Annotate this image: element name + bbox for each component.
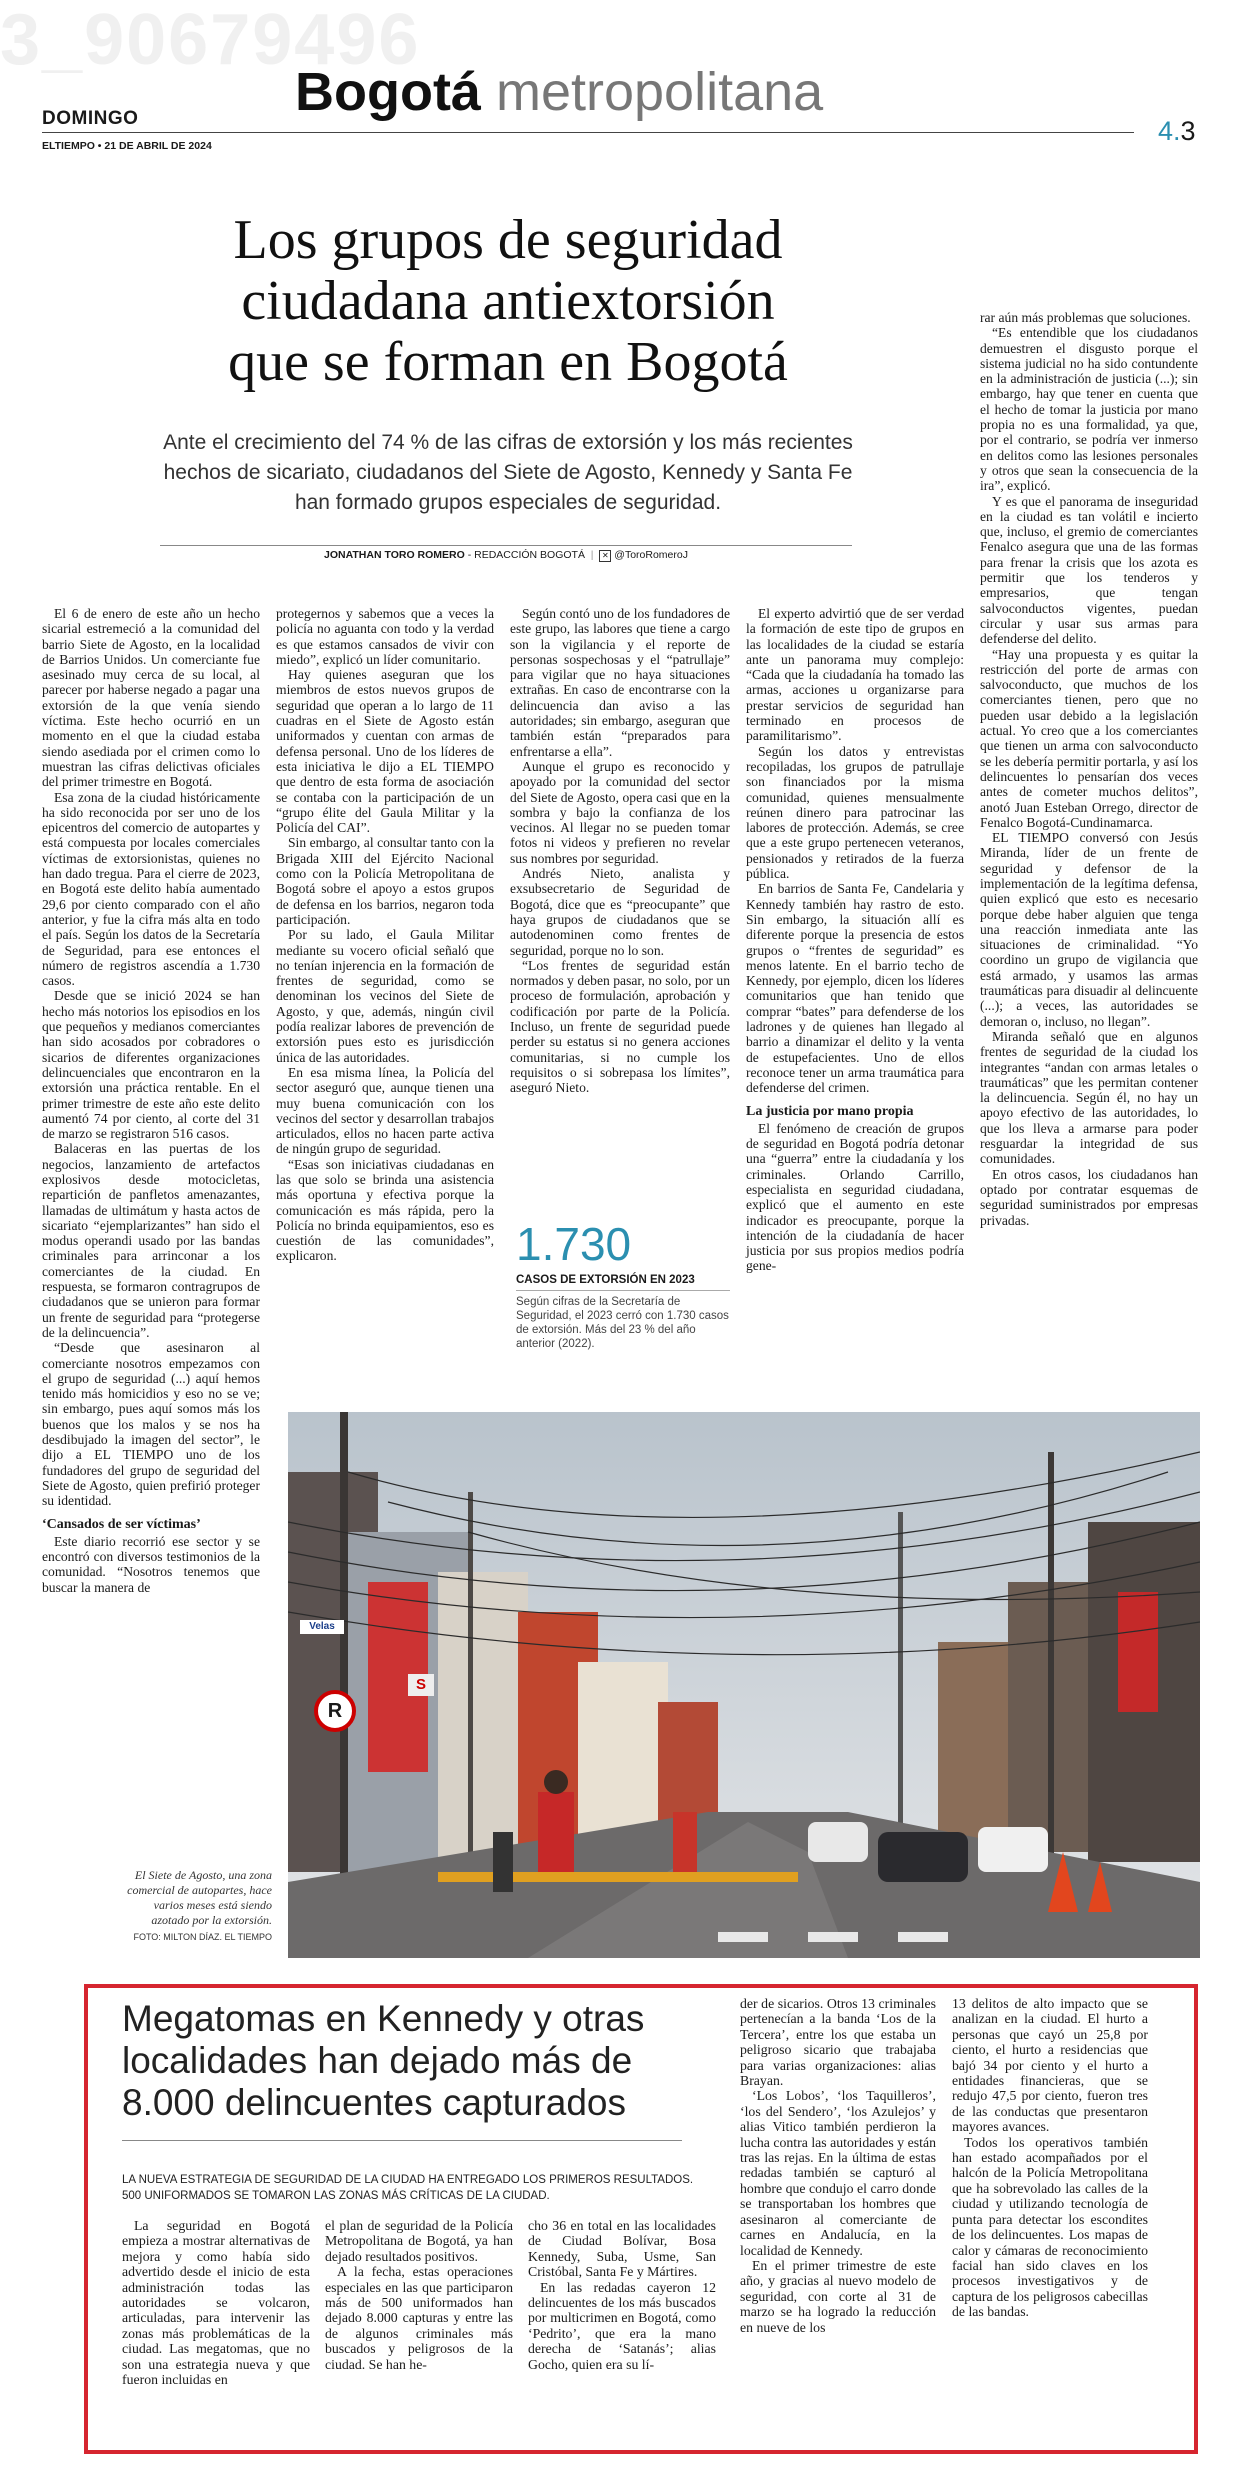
box-column-3 [528, 2218, 716, 2372]
box-column-1 [122, 2218, 310, 2387]
paragraph: rar aún más problemas que soluciones. [980, 310, 1191, 325]
no-turn-sign: R [314, 1690, 356, 1732]
subheading: ‘Cansados de ser víctimas’ [42, 1516, 201, 1532]
headline-line-2: ciudadana antiextorsión [241, 270, 775, 332]
watermark: 3_90679496 [0, 0, 421, 80]
paragraph: En el primer trimestre de este año, y gracias al nuevo modelo de seguridad, con corte al 31 de marzo se ha logrado la reducción en nueve de los [740, 2257, 936, 2335]
paragraph: ‘Los Lobos’, ‘los Taquilleros’, ‘los del Sendero’, ‘los Azulejos’ y alias Vitico también perdieron la lucha contra las autoridades y están tras las rejas. En la última de estas redadas también se capturó al hombre que condujo el carro donde se transportaban los hombres que asesinaron al comerciante de carnes en Andalucía, en la localidad de Kennedy. [740, 2088, 936, 2258]
street-photo [288, 1412, 1200, 1958]
byline-divider: | [587, 549, 597, 561]
paragraph: Desde que se inició 2024 se han hecho más notorios los episodios en los que pequeños y medianos comerciantes han sido acosados por cobradores o sicarios de diferentes organizaciones delincuenciales que encontraron en la extorsión una práctica rentable. En el primer trimestre de este año este delito aumentó 74 por ciento, al corte del 31 de marzo se registraron 516 casos. [42, 988, 260, 1142]
article-column-5 [980, 310, 1198, 1228]
paragraph: Aunque el grupo es reconocido y apoyado por la comunidad del sector del Siete de Agosto, opera casi que en la sombra y bajo la confianza de los vecinos. Al llegar no se pueden tomar fotos ni videos y prefieren no revelar sus nombres por seguridad. [510, 758, 730, 866]
paragraph: Andrés Nieto, analista y exsubsecretario de Seguridad de Bogotá, dice que es “preocupante” que haya grupos de ciudadanos que se autodenominen como frentes de seguridad, porque no lo son. [510, 866, 730, 958]
paragraph: “Hay una propuesta y es quitar la restricción del porte de armas con salvoconducto, que muchos de los comerciantes tienen, pero que no pueden usar debido a la legislación actual. Yo creo que a los comerciantes que tienen un arma con salvoconducto se les debería permitir portarla, y así los delincuentes lo pensarían dos veces antes de cometer muchos delitos”, anotó Juan Esteban Orrego, director de Fenalco Bogotá-Cundinamarca. [980, 646, 1198, 830]
paragraph: “Los frentes de seguridad están normados y deben pasar, no solo, por un proceso de formulación, aprobación y codificación por parte de la Policía. Incluso, un frente de seguridad puede perder su estatus si no genera acciones comunitarias, si no cumple los requisitos o si sobrepasa los límites”, aseguró Nieto. [510, 957, 730, 1096]
factbox-rule [516, 1290, 730, 1291]
photo-credit: FOTO: MILTON DÍAZ. EL TIEMPO [133, 1932, 272, 1942]
paragraph: El fenómeno de creación de grupos de seguridad en Bogotá podría detonar una “guerra” entre la ciudadanía y los criminales. Orlando Carrillo, especialista en seguridad ciudadana, explicó que el aumento en este indicador es preocupante, porque la intención de la ciudadanía de hacer justicia por sus propios medios podría gene- [746, 1120, 964, 1274]
byline-rule [160, 545, 852, 546]
factbox-number: 1.730 [516, 1218, 632, 1270]
article-column-4 [746, 606, 964, 1274]
section-title-light: metropolitana [495, 62, 824, 122]
paragraph: El experto advirtió que de ser verdad la formación de este tipo de grupos en las localidades de la ciudad se estaría ante un panorama muy complejo: “Cada que la ciudadanía ha tomado las armas, acciones u organizarse para prestar servicios de seguridad han terminado en procesos de paramilitarismo”. [746, 606, 964, 744]
page-number [1158, 116, 1196, 147]
edition-date: ELTIEMPO • 21 DE ABRIL DE 2024 [42, 140, 212, 152]
article-column-3 [510, 606, 730, 1096]
paragraph: A la fecha, estas operaciones especiales en las que participaron más de 500 uniformados han dejado 8.000 capturas y entre las de algunos criminales más buscados y peligrosos de la ciudad. Se han he- [325, 2264, 513, 2372]
paragraph: Miranda señaló que en algunos frentes de seguridad de la ciudad los integrantes “andan con armas letales o traumáticas” que les permitan contener la delincuencia. Según él, no hay un apoyo efectivo de las autoridades, lo que los lleva a armarse para poder resguardar la integridad de sus comunidades. [980, 1028, 1198, 1167]
x-icon: ✕ [599, 550, 611, 562]
byline [160, 549, 852, 562]
box-column-2 [325, 2218, 513, 2372]
paragraph: “Esas son iniciativas ciudadanas en las que solo se brinda una asistencia más oportuna y efectiva porque la comunicación es más rápida, pero la Policía no brinda equipamientos, eso es cuestión de las comunidades”, explicaron. [276, 1156, 494, 1264]
section-title [295, 62, 823, 122]
paragraph: Hay quienes aseguran que los miembros de estos nuevos grupos de seguridad que operan a lo largo de 11 cuadras en el Siete de Agosto están uniformados y cuentan con armas de defensa personal. Uno de los líderes de esta iniciativa le dijo a EL TIEMPO que dentro de esta forma de asociación se contaba con la participación de un “grupo élite del Gaula Militar y la Policía del CAI”. [276, 667, 494, 836]
store-sign: Velas [300, 1620, 344, 1634]
page-number-section: 4. [1158, 116, 1181, 146]
factbox-text: Según cifras de la Secretaría de Seguridad, el 2023 cerró con 1.730 casos de extorsión. Más del 23 % del año anterior (2022). [516, 1296, 729, 1350]
paragraph: “Desde que asesinaron al comerciante nosotros empezamos con el grupo de seguridad (...) aquí hemos tenido más homicidios y eso no se ve; sin embargo, pues aquí somos más los buenos que los malos y se nos ha desdibujado la imagen del sector”, le dijo a EL TIEMPO uno de los fundadores del grupo de seguridad del Siete de Agosto, quien prefirió proteger su identidad. [42, 1340, 260, 1509]
paragraph: Según los datos y entrevistas recopiladas, los grupos de patrullaje son financiados por la misma comunidad, quienes mensualmente reúnen dinero para patrocinar las labores de protección. Además, se cree que a este grupo pertenecen veteranos, pensionados y retirados de la fuerza pública. [746, 743, 964, 882]
paragraph: En barrios de Santa Fe, Candelaria y Kennedy también hay rastro de esto. Sin embargo, la situación allí es diferente porque la presencia de estos grupos o “frentes de seguridad” es menos latente. En el barrio techo de Kennedy, por ejemplo, dicen los líderes comunitarios que han tenido que comprar “bates” para defenderse de los ladrones y de quienes han llegado al barrio a dinamizar el delito y la venta de estupefacientes. Uno de ellos reconoce tener un arma traumática para defenderse del crimen. [746, 881, 964, 1096]
paragraph: 13 delitos de alto impacto que se analizan en la ciudad. El hurto a personas que cayó un 25,8 por ciento, el hurto a residencias que bajó 34 por ciento y el hurto a entidades financieras, que se redujo 47,5 por ciento, fueron tres de las conductas que presentaron mayores avances. [952, 1996, 1148, 2135]
box-headline: Megatomas en Kennedy y otras localidades han dejado más de 8.000 delincuentes capturados [122, 1998, 645, 2123]
photo-caption [120, 1868, 272, 1945]
byline-handle[interactable]: @ToroRomeroJ [614, 549, 688, 561]
article-column-2 [276, 606, 494, 1264]
byline-author: JONATHAN TORO ROMERO [324, 549, 465, 561]
box-column-5 [952, 1996, 1148, 2320]
byline-desk: - REDACCIÓN BOGOTÁ [464, 549, 585, 561]
paragraph: El 6 de enero de este año un hecho sicarial estremeció a la comunidad del barrio Siete de Agosto, en la localidad de Barrios Unidos. Un comerciante fue asesinado muy cerca de su local, al parecer por haberse negado a pagar una extorsión de la que venía siendo víctima. Este hecho ocurrió en un momento en el que la ciudad estaba siendo asediada por el crimen como lo muestran las cifras delictivas oficiales del primer trimestre en Bogotá. [42, 606, 260, 790]
paragraph: Según contó uno de los fundadores de este grupo, las labores que tiene a cargo son la vigilancia y el reporte de personas sospechosas y el “patrullaje” para vigilar que no haya situaciones extrañas. En caso de encontrarse con la delincuencia dan aviso a las autoridades; sin embargo, aseguran que también están “preparados para enfrentarse a ella”. [510, 606, 730, 759]
box-column-4 [740, 1996, 936, 2335]
paragraph: Esa zona de la ciudad históricamente ha sido reconocida por ser uno de los epicentros del comercio de autopartes y está compuesta por locales comerciales víctimas de extorsionistas, quienes no han dado tregua. Para el cierre de 2023, en Bogotá este delito había aumentado 29,6 por ciento comparado con el año anterior, y fue la cifra más alta en todo el país. Según los datos de la Secretaría de Seguridad, para ese entonces el número de registros ascendía a 1.730 casos. [42, 789, 260, 989]
paragraph: protegernos y sabemos que a veces la policía no aguanta con todo y la verdad es que estamos cansados de vivir con miedo”, explicó un líder comunitario. [276, 606, 494, 667]
masthead-rule [42, 132, 1134, 133]
paragraph: Este diario recorrió ese sector y se encontró con diversos testimonios de la comunidad. “Nosotros tenemos que buscar la manera de [42, 1533, 260, 1595]
headline-line-3: que se forman en Bogotá [228, 331, 788, 393]
article-headline [150, 210, 866, 393]
paragraph: En las redadas cayeron 12 delincuentes de los más buscados por multicrimen en Bogotá, como ‘Pedrito’, que era la mano derecha de ‘Satanás’; alias Gocho, quien era su lí- [528, 2279, 716, 2372]
paragraph: Sin embargo, al consultar tanto con la Brigada XIII del Ejército Nacional como con la Policía Metropolitana de Bogotá sobre el apoyo a estos grupos de defensa en los barrios, negaron toda participación. [276, 835, 494, 927]
article-column-1 [42, 606, 260, 1595]
page-number-page: 3 [1180, 116, 1196, 146]
paragraph: La seguridad en Bogotá empieza a mostrar alternativas de mejora y como había sido advertido desde el inicio de esta administración todas las autoridades se volcaron, articuladas, para intervenir las zonas más problemáticas de la ciudad. Las megatomas, que no son una estrategia nueva y que fueron incluidas en [122, 2218, 310, 2388]
paragraph: der de sicarios. Otros 13 criminales pertenecían a la banda ‘Los de la Tercera’, entre los que estaba un peligroso sicario que trabajaba para varias organizaciones: alias Brayan. [740, 1996, 936, 2089]
box-dek: LA NUEVA ESTRATEGIA DE SEGURIDAD DE LA CIUDAD HA ENTREGADO LOS PRIMEROS RESULTADOS. 500 UNIFORMADOS SE TOMARON LAS ZONAS MÁS CRÍTICAS DE LA CIUDAD. [122, 2174, 694, 2202]
paragraph: el plan de seguridad de la Policía Metropolitana de Bogotá, ya han dejado resultados positivos. [325, 2218, 513, 2264]
article-dek: Ante el crecimiento del 74 % de las cifras de extorsión y los más recientes hechos de sicariato, ciudadanos del Siete de Agosto, Kennedy y Santa Fe han formado grupos especiales de seguridad. [163, 431, 853, 514]
paragraph: Todos los operativos también han estado acompañados por el halcón de la Policía Metropolitana que ha sobrevolado las calles de la ciudad y utilizando tecnología de punta para detectar los escondites de los delincuentes. Los mapas de calor y cámaras de reconocimiento facial han sido claves en los procesos investigativos y de captura de los peligrosos cabecillas de las bandas. [952, 2134, 1148, 2320]
factbox-label: CASOS DE EXTORSIÓN EN 2023 [516, 1274, 695, 1286]
factbox [516, 1218, 730, 1351]
paragraph: cho 36 en total en las localidades de Ciudad Bolívar, Bosa Kennedy, Suba, Usme, San Cristóbal, Santa Fe y Mártires. [528, 2218, 716, 2280]
paragraph: EL TIEMPO conversó con Jesús Miranda, líder de un frente de seguridad y defensor de la implementación de la legítima defensa, quien explicó que esto es necesario porque debe haber alguien que tenga una reacción inmediata ante las situaciones de criminalidad. “Yo coordino un grupo de vigilancia que está armado, y usamos las armas traumáticas para disuadir al delincuente (...); a veces, las autoridades se demoran o, incluso, no llegan”. [980, 830, 1198, 1029]
paragraph: En otros casos, los ciudadanos han optado por contratar esquemas de seguridad suministrados por empresas privadas. [980, 1166, 1198, 1228]
paragraph: Y es que el panorama de inseguridad en la ciudad es tan volátil e incierto que, incluso, el gremio de comerciantes Fenalco asegura que una de las formas para frenar la crisis que los azota es permitir que los tenderos y empresarios, que tengan salvoconductos vigentes, puedan circular y usar sus armas para defenderse del delito. [980, 493, 1198, 647]
headline-line-1: Los grupos de seguridad [233, 209, 783, 271]
box-rule [122, 2140, 682, 2141]
paragraph: “Es entendible que los ciudadanos demuestren el disgusto porque el sistema judicial no ha sido contundente en la administración de justicia (...); sin embargo, hay que tener en cuenta que el hecho de tomar la justicia por mano propia no es una formalidad, ya que, por el contrario, se podría ver inmerso en delitos como las lesiones personales y otros que sean la consecuencia de la ira”, explicó. [980, 325, 1198, 494]
edition-day: DOMINGO [42, 108, 139, 129]
photo-caption-text: El Siete de Agosto, una zona comercial de autopartes, hace varios meses está siendo azotado por la extorsión. [127, 1868, 272, 1927]
shop-sign: S [408, 1674, 434, 1696]
section-title-bold: Bogotá [295, 62, 481, 122]
paragraph: Balaceras en las puertas de los negocios, lanzamiento de artefactos explosivos desde motocicletas, repartición de panfletos amenazantes, llamadas de ultimátum y hasta actos de sicariato “ejemplarizantes” han sido el modus operandi usado por las bandas criminales para arrinconar a los comerciantes de la ciudad. En respuesta, se formaron contragrupos de ciudadanos que se unieron para formar un frente de seguridad para “protegerse de la delincuencia”. [42, 1141, 260, 1340]
paragraph: Por su lado, el Gaula Militar mediante su vocero oficial señaló que no tenían injerencia en la formación de frentes de seguridad, como se denominan los vecinos del Siete de Agosto, y que, además, ningún civil podía realizar labores de prevención de extorsión pues esto es jurisdicción única de las autoridades. [276, 927, 494, 1065]
subheading: La justicia por mano propia [746, 1103, 914, 1119]
paragraph: En esa misma línea, la Policía del sector aseguró que, aunque tienen una muy buena comunicación con los vecinos del sector y desarrollan trabajos articulados, ellos no hacen parte activa de ningún grupo de seguridad. [276, 1064, 494, 1157]
